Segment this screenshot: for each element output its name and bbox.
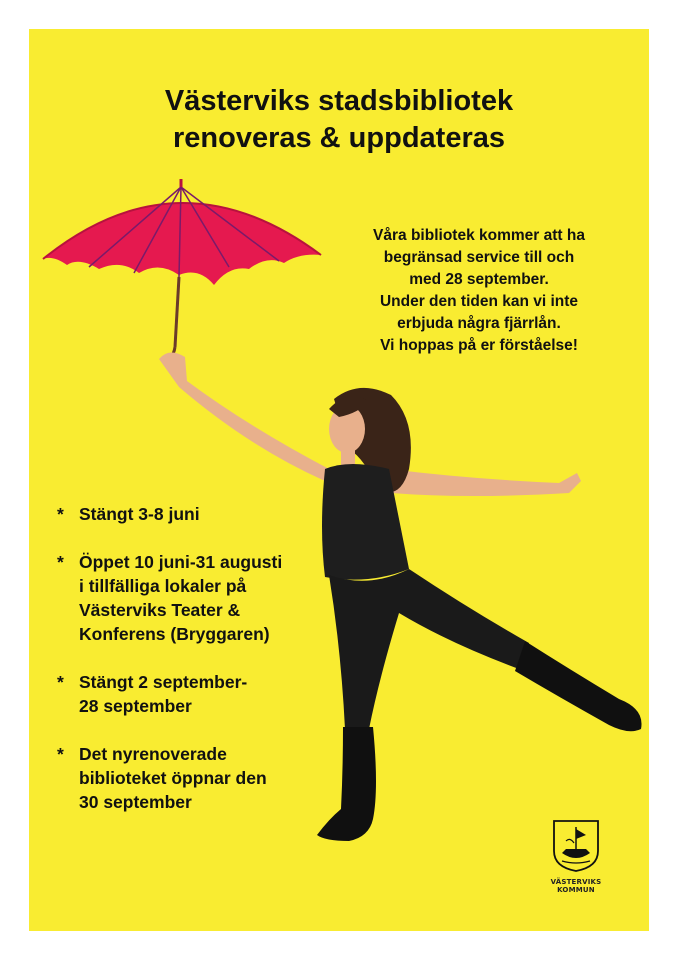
umbrella-icon bbox=[43, 179, 321, 359]
info-line: med 28 september. bbox=[409, 271, 549, 288]
schedule-line: i tillfälliga lokaler på bbox=[79, 576, 247, 596]
info-line: begränsad service till och bbox=[383, 249, 575, 266]
schedule-item bbox=[57, 550, 377, 646]
bullet-marker: * bbox=[57, 504, 64, 524]
info-line: erbjuda några fjärrlån. bbox=[397, 315, 561, 332]
info-line: Under den tiden kan vi inte bbox=[379, 293, 579, 310]
title-line-2: renoveras & uppdateras bbox=[172, 122, 505, 154]
schedule-line: Öppet 10 juni-31 augusti bbox=[79, 552, 283, 572]
bullet-marker: * bbox=[57, 552, 64, 572]
poster bbox=[29, 29, 649, 931]
municipality-logo bbox=[549, 819, 603, 894]
municipality-crest-icon bbox=[552, 819, 600, 873]
schedule-line: Stängt 3-8 juni bbox=[79, 504, 200, 524]
info-line: Vi hoppas på er förståelse! bbox=[380, 337, 578, 354]
logo-line-1: VÄSTERVIKS bbox=[550, 878, 602, 886]
schedule-line: biblioteket öppnar den bbox=[79, 768, 267, 788]
info-text-block bbox=[329, 225, 629, 357]
schedule-item bbox=[57, 670, 377, 718]
schedule-list bbox=[57, 502, 377, 838]
bullet-marker: * bbox=[57, 672, 64, 692]
bullet-marker: * bbox=[57, 744, 64, 764]
schedule-line: Det nyrenoverade bbox=[79, 744, 227, 764]
schedule-line: Konferens (Bryggaren) bbox=[79, 624, 270, 644]
schedule-line: Stängt 2 september- bbox=[79, 672, 248, 692]
schedule-line: 30 september bbox=[79, 792, 192, 812]
schedule-item bbox=[57, 502, 377, 526]
logo-line-2: KOMMUN bbox=[557, 886, 595, 894]
schedule-line: 28 september bbox=[79, 696, 192, 716]
info-line: Våra bibliotek kommer att ha bbox=[373, 227, 585, 244]
schedule-line: Västerviks Teater & bbox=[79, 600, 241, 620]
schedule-item bbox=[57, 742, 377, 814]
title-line-1: Västerviks stadsbibliotek bbox=[164, 85, 514, 117]
